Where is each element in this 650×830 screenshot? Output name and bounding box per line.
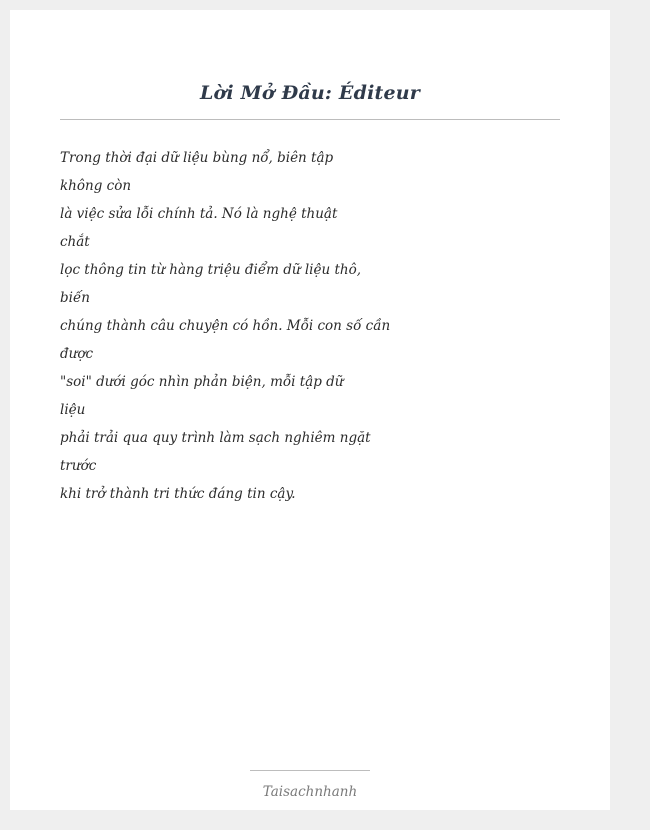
body-line: được <box>60 346 94 362</box>
body-line: biến <box>60 290 90 306</box>
body-line: chúng thành câu chuyện có hồn. Mỗi con số cần <box>60 318 391 334</box>
body-paragraph <box>60 144 390 508</box>
body-line: là việc sửa lỗi chính tả. Nó là nghệ thuật <box>60 206 338 222</box>
body-line: Trong thời đại dữ liệu bùng nổ, biên tập <box>60 150 334 166</box>
page-title: Lời Mở Đầu: Éditeur <box>199 82 421 104</box>
body-line: trước <box>60 458 97 474</box>
body-line: chắt <box>60 234 90 250</box>
body-line: không còn <box>60 178 132 194</box>
body-line: liệu <box>60 402 86 418</box>
footer-credit: Taisachnhanh <box>262 784 358 800</box>
body-line: "soi" dưới góc nhìn phản biện, mỗi tập dữ <box>60 374 344 390</box>
body-line: lọc thông tin từ hàng triệu điểm dữ liệu thô, <box>60 262 361 278</box>
footer-divider <box>250 770 370 771</box>
title-divider <box>60 119 560 120</box>
body-line: phải trải qua quy trình làm sạch nghiêm ngặt <box>60 430 371 446</box>
document-page <box>10 10 610 810</box>
body-line: khi trở thành tri thức đáng tin cậy. <box>60 486 296 502</box>
